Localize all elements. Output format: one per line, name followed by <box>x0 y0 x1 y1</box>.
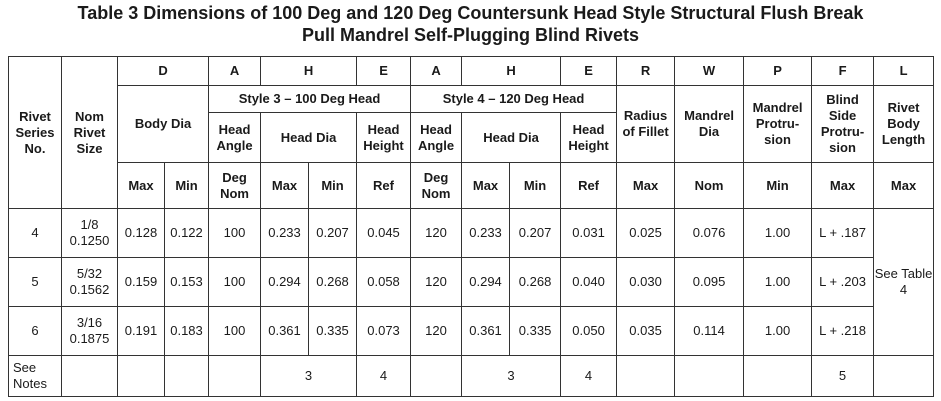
cell-see-table-4: See Table 4 <box>874 209 934 356</box>
header-head-height-style3: Head Height <box>357 113 411 163</box>
size-decimal: 0.1562 <box>69 282 110 297</box>
cell-e3: 0.045 <box>357 209 411 258</box>
cell-h4-min: 0.207 <box>510 209 561 258</box>
header-head-angle-style3: Head Angle <box>209 113 261 163</box>
cell-e4: 0.031 <box>561 209 617 258</box>
cell-series: 5 <box>9 258 62 307</box>
cell-r: 0.035 <box>617 307 675 356</box>
title-line-2: Pull Mandrel Self-Plugging Blind Rivets <box>301 25 640 45</box>
header-radius-fillet: Radius of Fillet <box>617 86 675 163</box>
cell-d-max: 0.191 <box>118 307 165 356</box>
header-style-3: Style 3 – 100 Deg Head <box>209 86 411 113</box>
cell-h3-max: 0.294 <box>261 258 309 307</box>
unit-d-max: Max <box>118 163 165 209</box>
cell-a3: 100 <box>209 307 261 356</box>
note-e4: 4 <box>561 356 617 397</box>
cell-d-min: 0.183 <box>165 307 209 356</box>
cell-h4-max: 0.233 <box>462 209 510 258</box>
header-head-dia-style3: Head Dia <box>261 113 357 163</box>
letter-l: L <box>874 57 934 86</box>
header-row-styles <box>9 86 934 113</box>
unit-d-min: Min <box>165 163 209 209</box>
cell-h4-min: 0.268 <box>510 258 561 307</box>
title-line-1: Table 3 Dimensions of 100 Deg and 120 Deg Countersunk Head Style Structural Flush Break <box>77 3 864 23</box>
table-row <box>9 307 934 356</box>
cell-e4: 0.050 <box>561 307 617 356</box>
cell-h4-min: 0.335 <box>510 307 561 356</box>
size-decimal: 0.1875 <box>69 331 110 346</box>
unit-r-max: Max <box>617 163 675 209</box>
unit-e3-ref: Ref <box>357 163 411 209</box>
header-rivet-body-length: Rivet Body Length <box>874 86 934 163</box>
size-fraction: 5/32 <box>76 266 103 281</box>
cell-empty <box>165 356 209 397</box>
cell-empty <box>617 356 675 397</box>
letter-a-style3: A <box>209 57 261 86</box>
cell-w: 0.114 <box>675 307 744 356</box>
size-decimal: 0.1250 <box>69 233 110 248</box>
unit-w-nom: Nom <box>675 163 744 209</box>
note-h3: 3 <box>261 356 357 397</box>
note-e3: 4 <box>357 356 411 397</box>
unit-h4-max: Max <box>462 163 510 209</box>
cell-w: 0.076 <box>675 209 744 258</box>
cell-r: 0.030 <box>617 258 675 307</box>
cell-h3-min: 0.335 <box>309 307 357 356</box>
unit-l-max: Max <box>874 163 934 209</box>
cell-r: 0.025 <box>617 209 675 258</box>
cell-empty <box>411 356 462 397</box>
cell-empty <box>675 356 744 397</box>
header-nom-rivet-size: Nom Rivet Size <box>62 57 118 209</box>
cell-p: 1.00 <box>744 307 812 356</box>
cell-p: 1.00 <box>744 258 812 307</box>
cell-a3: 100 <box>209 258 261 307</box>
header-row-letters <box>9 57 934 86</box>
cell-d-min: 0.153 <box>165 258 209 307</box>
cell-f: L + .187 <box>812 209 874 258</box>
cell-empty <box>744 356 812 397</box>
table-row <box>9 209 934 258</box>
cell-a3: 100 <box>209 209 261 258</box>
unit-a3-deg-nom: Deg Nom <box>209 163 261 209</box>
cell-e3: 0.058 <box>357 258 411 307</box>
unit-p-min: Min <box>744 163 812 209</box>
header-head-height-style4: Head Height <box>561 113 617 163</box>
cell-a4: 120 <box>411 258 462 307</box>
cell-empty <box>874 356 934 397</box>
cell-d-min: 0.122 <box>165 209 209 258</box>
cell-size <box>62 209 118 258</box>
cell-h3-min: 0.268 <box>309 258 357 307</box>
cell-p: 1.00 <box>744 209 812 258</box>
size-fraction: 3/16 <box>76 315 103 330</box>
table-title <box>0 2 941 46</box>
cell-h3-max: 0.233 <box>261 209 309 258</box>
cell-series: 4 <box>9 209 62 258</box>
cell-f: L + .218 <box>812 307 874 356</box>
cell-h4-max: 0.361 <box>462 307 510 356</box>
unit-h3-max: Max <box>261 163 309 209</box>
cell-empty <box>209 356 261 397</box>
cell-empty <box>62 356 118 397</box>
notes-row <box>9 356 934 397</box>
cell-a4: 120 <box>411 209 462 258</box>
letter-h-style4: H <box>462 57 561 86</box>
note-f: 5 <box>812 356 874 397</box>
table-row <box>9 258 934 307</box>
unit-f-max: Max <box>812 163 874 209</box>
size-fraction: 1/8 <box>80 217 99 232</box>
header-head-dia-style4: Head Dia <box>462 113 561 163</box>
cell-h3-max: 0.361 <box>261 307 309 356</box>
letter-h-style3: H <box>261 57 357 86</box>
cell-series: 6 <box>9 307 62 356</box>
header-mandrel-protrusion: Mandrel Protru-sion <box>744 86 812 163</box>
letter-d: D <box>118 57 209 86</box>
header-body-dia: Body Dia <box>118 86 209 163</box>
unit-h4-min: Min <box>510 163 561 209</box>
cell-size <box>62 307 118 356</box>
letter-e-style4: E <box>561 57 617 86</box>
unit-a4-deg-nom: Deg Nom <box>411 163 462 209</box>
cell-h4-max: 0.294 <box>462 258 510 307</box>
unit-e4-ref: Ref <box>561 163 617 209</box>
cell-d-max: 0.128 <box>118 209 165 258</box>
cell-w: 0.095 <box>675 258 744 307</box>
header-head-angle-style4: Head Angle <box>411 113 462 163</box>
cell-see-notes: See Notes <box>9 356 62 397</box>
letter-f: F <box>812 57 874 86</box>
cell-e4: 0.040 <box>561 258 617 307</box>
header-row-units <box>9 163 934 209</box>
letter-e-style3: E <box>357 57 411 86</box>
header-rivet-series: Rivet Series No. <box>9 57 62 209</box>
unit-h3-min: Min <box>309 163 357 209</box>
letter-w: W <box>675 57 744 86</box>
header-mandrel-dia: Mandrel Dia <box>675 86 744 163</box>
letter-r: R <box>617 57 675 86</box>
letter-p: P <box>744 57 812 86</box>
cell-h3-min: 0.207 <box>309 209 357 258</box>
header-blind-side-protrusion: Blind Side Protru-sion <box>812 86 874 163</box>
header-style-4: Style 4 – 120 Deg Head <box>411 86 617 113</box>
note-h4: 3 <box>462 356 561 397</box>
cell-f: L + .203 <box>812 258 874 307</box>
cell-a4: 120 <box>411 307 462 356</box>
letter-a-style4: A <box>411 57 462 86</box>
rivet-dimensions-table <box>8 56 934 397</box>
cell-empty <box>118 356 165 397</box>
cell-d-max: 0.159 <box>118 258 165 307</box>
cell-e3: 0.073 <box>357 307 411 356</box>
cell-size <box>62 258 118 307</box>
